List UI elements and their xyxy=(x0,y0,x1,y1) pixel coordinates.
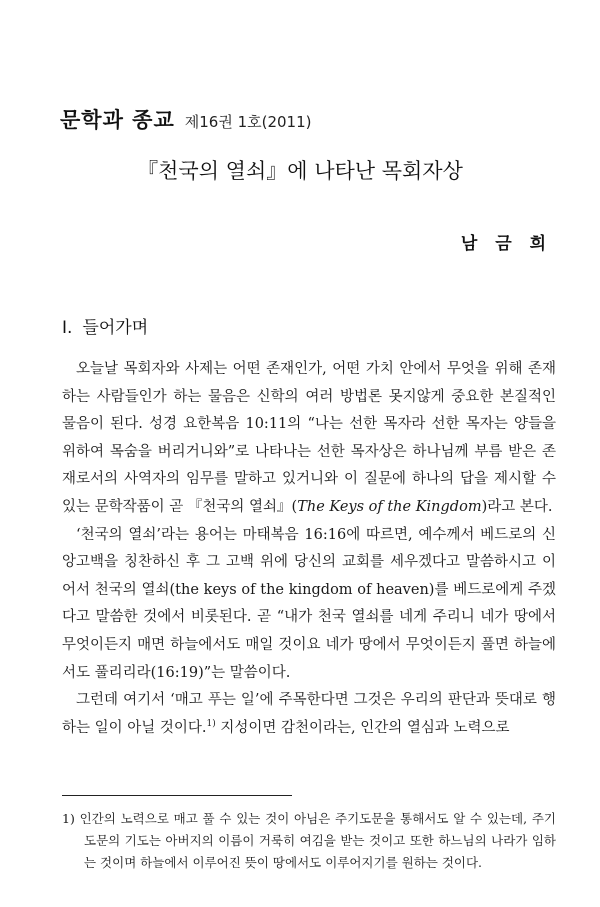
footnote-body xyxy=(62,808,556,874)
article-author: 남 금 희 xyxy=(460,234,552,254)
section-number: Ⅰ. xyxy=(62,318,73,338)
journal-header xyxy=(60,104,312,134)
body-text xyxy=(62,356,556,742)
footnote xyxy=(62,808,556,874)
paragraph-2: ‘천국의 열쇠’라는 용어는 마태복음 16:16에 따르면, 예수께서 베드로의 신앙고백을 칭찬하신 후 그 고백 위에 당신의 교회를 세우겠다고 말씀하시고 이어서 천국의 열쇠(the keys of the kingdom of heaven)를 베드로에게 주겠다고 말씀한 것에서 비롯된다. 곧 “내가 천국 열쇠를 네게 주리니 네가 땅에서 무엇이든지 매면 하늘에서도 매일 것이요 네가 땅에서 무엇이든지 풀면 하늘에서도 풀리리라(16:19)”는 말씀이다. xyxy=(62,526,556,681)
footnote-ref: 1) xyxy=(206,718,216,729)
paragraph-1-end: )라고 본다. xyxy=(481,498,553,515)
section-title: 들어가며 xyxy=(82,318,149,338)
section-heading xyxy=(62,313,148,338)
paragraph-1-text: 오늘날 목회자와 사제는 어떤 존재인가, 어떤 가치 안에서 무엇을 위해 존재하는 사람들인가 하는 물음은 신학의 여러 방법론 못지않게 중요한 본질적인 물음이 된다. 성경 요한복음 10:11의 “나는 선한 목자라 선한 목자는 양들을 위하여 목숨을 버리거니와”로 나타나는 선한 목자상은 하나님께 부름 받은 존재로서의 사역자의 임무를 말하고 있거니와 이 질문에 하나의 답을 제시할 수 있는 문학작품이 곧 『천국의 열쇠』( xyxy=(62,361,556,515)
paragraph-3-text: 그런데 여기서 ‘매고 푸는 일’에 주목한다면 그것은 우리의 판단과 뜻대로 행하는 일이 아닐 것이다. xyxy=(62,692,556,736)
paragraph-3 xyxy=(62,687,556,742)
footnote-text: 인간의 노력으로 매고 풀 수 있는 것이 아님은 주기도문을 통해서도 알 수 있는데, 주기도문의 기도는 아버지의 이름이 거룩히 여김을 받는 것이고 또한 하느님의 나라가 임하는 것이며 하늘에서 이루어진 뜻이 땅에서도 이루어지기를 원하는 것이다. xyxy=(79,811,556,870)
footnote-mark: 1) xyxy=(62,811,75,826)
footnote-divider xyxy=(62,795,292,796)
journal-logo: 문학과 종교 xyxy=(60,108,175,132)
paragraph-1 xyxy=(62,356,556,522)
journal-volume: 제16권 1호(2011) xyxy=(184,113,312,131)
paragraph-3-end: 지성이면 감천이라는, 인간의 열심과 노력으로 xyxy=(215,719,510,736)
article-title: 『천국의 열쇠』에 나타난 목회자상 xyxy=(137,159,463,183)
book-title-english: The Keys of the Kingdom xyxy=(297,498,482,515)
